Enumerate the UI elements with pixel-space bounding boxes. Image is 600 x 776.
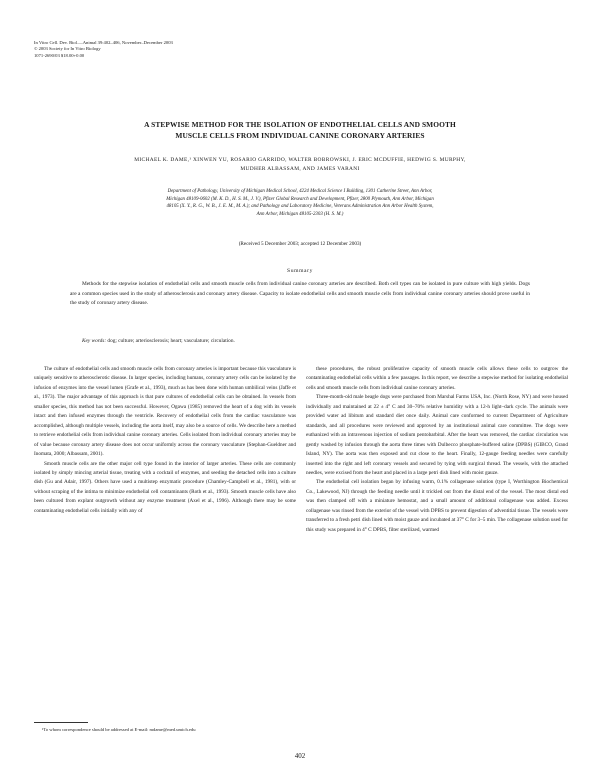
- correspondence-footnote: ¹To whom correspondence should be addressed at E-mail: mdame@med.umich.edu: [42, 727, 196, 732]
- affiliation-line-4: Ann Arbor, Michigan 48105-2303 (H. S. M.): [256, 211, 344, 217]
- left-paragraph-1: The culture of endothelial cells and smooth muscle cells from coronary arteries is important because this vasculature is uniquely sensitive to atherosclerotic disease. In larger species, including humans, coronary artery cells can be isolated by the infusion of enzymes into the vessel lumen (Grafe et al., 1993), much as has been done with human umbilical veins (Jaffe et al., 1973). The major advantage of this approach is that pure cultures of endothelial cells can be obtained. In vessels from smaller species, this method has not been successful. However, Ogawa (1985) removed the heart of a dog with its vessels intact and then infused enzymes through the ventricle. Recovery of endothelial cells from the cardiac vasculature was accomplished, although multiple vessels, including the aorta itself, may also be a source of cells. We describe here a method to retrieve endothelial cells from individual canine coronary arteries. Cells isolated from individual coronary arteries may be of value because coronary artery disease does not occur uniformly across the coronary vasculature (Stephan-Gueldner and Inomata, 2000; Albassam, 2001).: [34, 366, 296, 458]
- left-column: [34, 365, 296, 516]
- affiliation-line-1: Department of Pathology, University of Michigan Medical School, 4224 Medical Science I Building, 1301 Catherine Street, Ann Arbor,: [167, 189, 433, 194]
- right-column: [306, 365, 568, 535]
- page-number: 402: [294, 752, 306, 760]
- journal-header: [34, 40, 173, 59]
- keywords: [70, 338, 530, 344]
- received-dates: (Received 5 December 2003; accepted 12 December 2003): [238, 241, 362, 247]
- title-line-2: MUSCLE CELLS FROM INDIVIDUAL CANINE CORONARY ARTERIES: [175, 130, 425, 140]
- affiliation-line-2: Michigan 48109-0602 (M. K. D., H. S. M., J. V.), Pfizer Global Research and Development, Pfizer, 2800 Plymouth, Ann Arbor, Michigan: [166, 196, 434, 202]
- right-paragraph-2: Three-month-old male beagle dogs were purchased from Marshal Farms USA, Inc. (North Rose, NY) and were housed individually and maintained at 22 ± 4° C and 30–70% relative humidity with a 12-h light–dark cycle. The animals were provided water ad libitum and standard diet once daily. Animal care conformed to current Department of Agriculture standards, and all procedures were reviewed and approved by an institutional animal care committee. The dogs were euthanized with an intravenous injection of sodium pentobarbital. After the heart was removed, the cardiac circulation was gently washed by infusion through the aorta three times with Dulbecco phosphate-buffered saline (DPBS) (GIBCO, Grand Island, NY). The aorta was then exposed and cut close to the heart. Finally, 12-gauge feeding needles were carefully inserted into the right and left coronary vessels and secured by tying with surgical thread. The vessels, with the attached needles, were excised from the heart and placed in a large petri dish lined with moist gauze.: [306, 394, 568, 476]
- issn-line: 1071-2690/03 $18.00+0.00: [34, 52, 85, 58]
- article-title: [40, 120, 560, 141]
- right-paragraph-3: The endothelial cell isolation began by infusing warm, 0.1% collagenase solution (type I, Worthington Biochemical Co., Lakewood, NJ) through the feeding needle until it trickled out from the distal end of the vessel. The most distal end was then clamped off with a miniature hemostat, and a small amount of additional collagenase was added. Excess collagenase was rinsed from the exterior of the vessel with DPBS to prevent digestion of adventitial tissue. The vessels were transferred to a fresh petri dish lined with moist gauze and incubated at 37° C for 3–5 min. The collagenase solution used for this study was prepared in 4° C DPBS, filter sterilized, warmed: [306, 479, 568, 533]
- right-paragraph-1: these procedures, the robust proliferative capacity of smooth muscle cells allows these cells to outgrow the contaminating endothelial cells within a few passages. In this report, we describe a stepwise method for isolating endothelial cells and smooth muscle cells from individual canine coronary arteries.: [306, 366, 568, 391]
- affiliations: [58, 188, 542, 218]
- keywords-text: dog; culture; arteriosclerosis; heart; vasculature; circulation.: [106, 338, 235, 344]
- title-line-1: A STEPWISE METHOD FOR THE ISOLATION OF ENDOTHELIAL CELLS AND SMOOTH: [144, 120, 456, 129]
- footnote-rule: [34, 722, 88, 723]
- summary-heading: Summary: [287, 268, 313, 274]
- keywords-label: Key words:: [82, 338, 107, 344]
- affiliation-line-3: 48105 (X. Y., R. G., W. B., J. E. M., M. A.); and Pathology and Laboratory Medicine, Veterans Administration Ann Arbor Health System,: [166, 204, 434, 210]
- left-paragraph-2: Smooth muscle cells are the other major cell type found in the interior of larger arteries. These cells are commonly isolated by simply mincing arterial tissue, treating with a cocktail of enzymes, and seeding the detached cells into a culture dish (Gu and Adair, 1997). Others have used a multistep enzymatic procedure (Chamley-Campbell et al., 1981), with or without scraping of the intima to minimize endothelial cell contaminants (Roth et al., 1993). Smooth muscle cells have also been cultured from explant outgrowth without any enzyme treatment (Axel et al., 1996). Although there may be some contaminating endothelial cells initially with any of: [34, 460, 296, 514]
- copyright-line: © 2003 Society for In Vitro Biology: [34, 46, 101, 52]
- authors-line-1: MICHAEL K. DAME,¹ XINWEN YU, ROSARIO GARRIDO, WALTER BOBROWSKI, J. ERIC MCDUFFIE, HEDWIG S. MURPHY,: [134, 157, 466, 163]
- journal-citation: In Vitro Cell. Dev. Biol.—Animal 39:402–406, November–December 2003: [34, 40, 173, 45]
- author-list: [60, 156, 540, 175]
- authors-line-2: MUDHER ALBASSAM, AND JAMES VARANI: [240, 166, 360, 173]
- abstract: Methods for the stepwise isolation of endothelial cells and smooth muscle cells from individual canine coronary arteries are described. Both cell types can be isolated in pure culture with high yields. Dogs are a common species used in the study of atherosclerosis and coronary artery disease. Capacity to isolate endothelial cells and smooth muscle cells from individual canine coronary arteries should prove useful in the study of coronary artery disease.: [70, 281, 530, 307]
